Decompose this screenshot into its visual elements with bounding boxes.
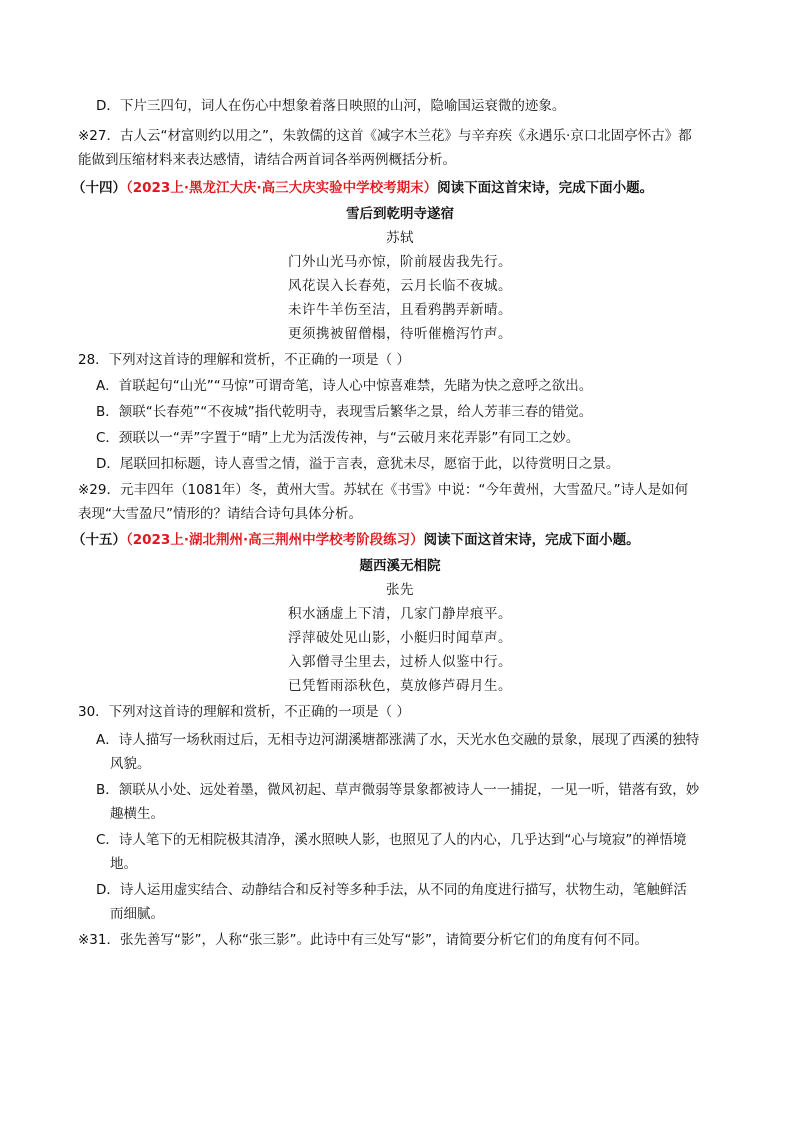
poem-15-line: 已凭暂雨添秋色，莫放修芦碍月生。 [288, 678, 512, 694]
section-15-number: （十五） [72, 532, 126, 548]
q30-option-b-line1: B．颔联从小处、远处着墨，微风初起、草声微弱等景象都被诗人一一捕捉，一见一听，错落有致，妙 [96, 782, 700, 798]
q28-option-b: B．颔联“长春苑”“不夜城”指代乾明寺，表现雪后繁华之景，给人芳菲三春的错觉。 [96, 404, 593, 420]
q28-option-d: D．尾联回扣标题，诗人喜雪之情，溢于言表，意犹未尽，愿宿于此，以待赏明日之景。 [96, 456, 620, 472]
q30-option-c-line2: 地。 [110, 856, 137, 872]
section-15-source: （2023上·湖北荆州·高三荆州中学校考阶段练习） [126, 532, 424, 548]
q27-stem-line1: ※27．古人云“材富则约以用之”，朱敦儒的这首《减字木兰花》与辛弃疾《永遇乐·京口北固亭怀古》都 [78, 128, 692, 144]
q31-stem: ※31．张先善写“影”，人称“张三影”。此诗中有三处写“影”，请简要分析它们的角度有何不同。 [78, 932, 648, 948]
poem-15-line: 积水涵虚上下清，几家门静岸痕平。 [288, 606, 512, 622]
q30-option-c-line1: C．诗人笔下的无相院极其清净，溪水照映人影，也照见了人的内心，几乎达到“心与境寂”的禅悟境 [96, 832, 687, 848]
q28-option-a: A．首联起句“山光”“马惊”可谓奇笔，诗人心中惊喜难禁，先睹为快之意呼之欲出。 [96, 378, 593, 394]
section-14-instruction: 阅读下面这首宋诗，完成下面小题。 [437, 180, 654, 196]
q30-stem: 30．下列对这首诗的理解和赏析，不正确的一项是（ ） [78, 704, 410, 720]
poem-15-title: 题西溪无相院 [359, 558, 441, 574]
section-14-number: （十四） [72, 180, 126, 196]
q30-option-a-line1: A．诗人描写一场秋雨过后，无相寺边河湖溪塘都涨满了水，天光水色交融的景象，展现了西溪的独特 [96, 732, 700, 748]
poem-15-line: 入郭僧寻尘里去，过桥人似鉴中行。 [288, 654, 512, 670]
q29-stem-line2: 表现“大雪盈尺”情形的？请结合诗句具体分析。 [78, 506, 362, 522]
poem-14-line: 更须携被留僧榻，待听催檐泻竹声。 [288, 326, 512, 342]
poem-15-author: 张先 [386, 582, 414, 598]
q29-stem-line1: ※29．元丰四年（1081年）冬，黄州大雪。苏轼在《书雪》中说：“今年黄州，大雪盈尺。”诗人是如何 [78, 482, 689, 498]
q30-option-a-line2: 风貌。 [110, 756, 151, 772]
section-14-source: （2023上·黑龙江大庆·高三大庆实验中学校考期末） [126, 180, 438, 196]
q27-stem-line2: 能做到压缩材料来表达感情，请结合两首词各举两例概括分析。 [78, 152, 456, 168]
section-15-heading [72, 530, 640, 550]
section-14-heading [72, 178, 653, 198]
q30-option-b-line2: 趣横生。 [110, 806, 164, 822]
q28-stem: 28．下列对这首诗的理解和赏析，不正确的一项是（ ） [78, 352, 410, 368]
section-15-instruction: 阅读下面这首宋诗，完成下面小题。 [423, 532, 640, 548]
poem-14-line: 风花误入长春苑，云月长临不夜城。 [288, 278, 512, 294]
poem-14-title: 雪后到乾明寺遂宿 [346, 206, 454, 222]
q30-option-d-line2: 而细腻。 [110, 906, 164, 922]
poem-15-line: 浮萍破处见山影，小艇归时闻草声。 [288, 630, 512, 646]
poem-14-line: 未许牛羊伤至洁，且看鸦鹊弄新晴。 [288, 302, 512, 318]
poem-14-author: 苏轼 [386, 230, 414, 246]
q28-option-c: C．颈联以一“弄”字置于“晴”上尤为活泼传神，与“云破月来花弄影”有同工之妙。 [96, 430, 580, 446]
q26-option-d: D．下片三四句，词人在伤心中想象着落日映照的山河，隐喻国运衰微的迹象。 [96, 98, 566, 114]
poem-14-line: 门外山光马亦惊，阶前屐齿我先行。 [288, 254, 512, 270]
q30-option-d-line1: D．诗人运用虚实结合、动静结合和反衬等多种手法，从不同的角度进行描写，状物生动，笔触鲜活 [96, 882, 687, 898]
